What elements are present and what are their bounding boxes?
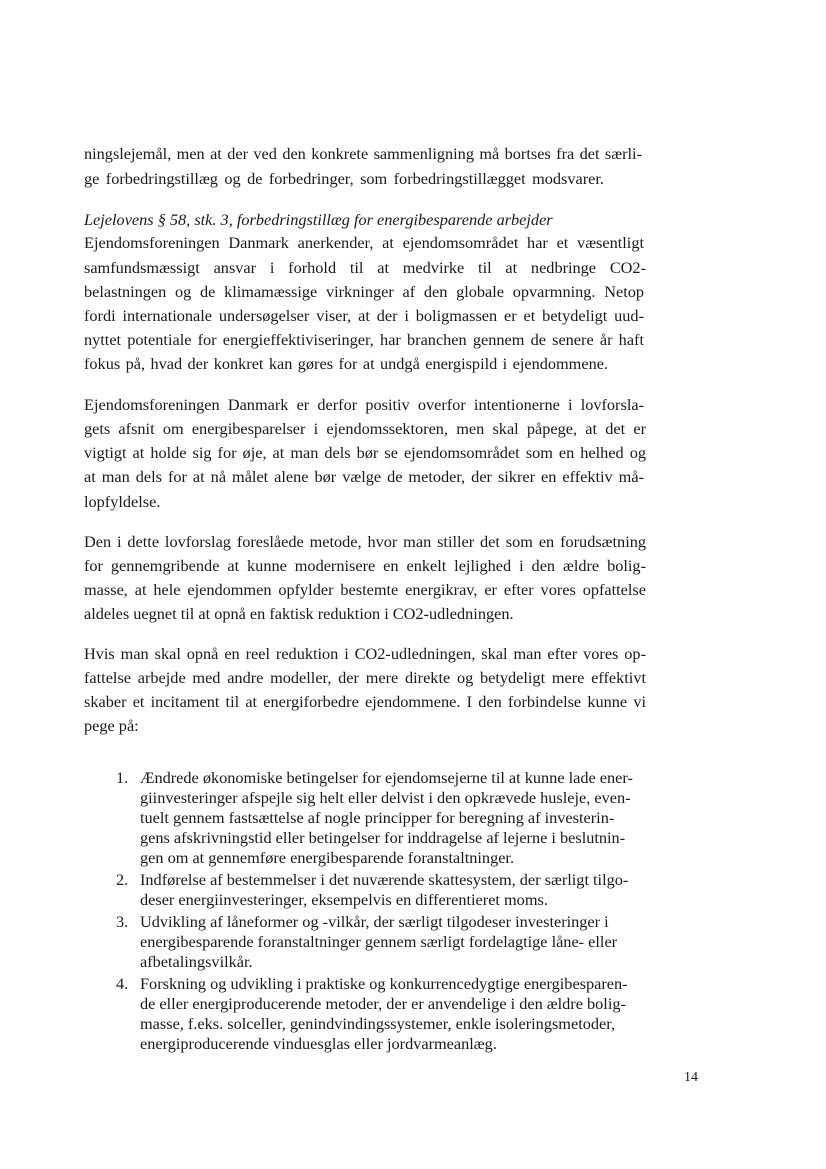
text-line: aldeles uegnet til at opnå en faktisk reduktion i CO2-udledningen. — [84, 604, 514, 623]
page-number: 14 — [684, 1070, 698, 1085]
list-item-number: 1. — [116, 768, 129, 787]
text-line: tuelt gennem fastsættelse af nogle principper for beregning af investerin- — [140, 808, 615, 827]
text-line: Ejendomsforeningen Danmark er derfor positiv overfor intentionerne i lovforsla- — [84, 395, 644, 414]
list-item-number: 3. — [116, 912, 129, 931]
text-line: pege på: — [84, 716, 139, 735]
text-line: belastningen og de klimamæssige virkninger af den globale opvarmning. Netop — [84, 282, 644, 301]
text-span: Ejendomsforeningen Danmark anerkender, at ejendomsområdet har et væsentligt — [84, 233, 644, 252]
text-line: gens afskrivningstid eller betingelser for inddragelse af lejerne i beslutnin- — [140, 828, 626, 847]
text-line: Ændrede økonomiske betingelser for ejendomsejerne til at kunne lade ener- — [140, 768, 633, 787]
text-line: for gennemgribende at kunne modernisere en enkelt lejlighed i den ældre bolig- — [84, 556, 646, 575]
list-item-number: 4. — [116, 974, 129, 993]
section-heading: Lejelovens § 58, stk. 3, forbedringstillæg for energibesparende arbejder — [84, 210, 553, 229]
text-line: gets afsnit om energibesparelser i ejendomssektoren, men skal påpege, at det er — [84, 419, 646, 438]
text-line: Indførelse af bestemmelser i det nuværende skattesystem, der særligt tilgo- — [140, 870, 629, 889]
text-line: Den i dette lovforslag foreslåede metode, hvor man stiller det som en forudsætning — [84, 532, 646, 551]
text-line: samfundsmæssigt ansvar i forhold til at medvirke til at nedbringe CO2- — [84, 258, 646, 277]
text-line: skaber et incitament til at energiforbedre ejendommene. I den forbindelse kunne vi — [84, 692, 646, 711]
text-line: energibesparende foranstaltninger gennem særligt fordelagtige låne- eller — [140, 932, 618, 951]
text-line: Udvikling af låneformer og -vilkår, der særligt tilgodeser investeringer i — [140, 912, 609, 931]
list-item-number: 2. — [116, 870, 129, 889]
text-line: lopfyldelse. — [84, 492, 161, 511]
text-line: Hvis man skal opnå en reel reduktion i CO2-udledningen, skal man efter vores op- — [84, 644, 646, 663]
text-line — [84, 235, 644, 251]
text-line: masse, at hele ejendommen opfylder bestemte energikrav, er efter vores opfattelse — [84, 580, 646, 599]
text-line: fordi internationale undersøgelser viser, at der i boligmassen er et betydeligt uud- — [84, 306, 644, 325]
text-line: energiproducerende vinduesglas eller jordvarmeanlæg. — [140, 1034, 497, 1053]
text-line: gen om at gennemføre energibesparende foranstaltninger. — [140, 848, 515, 867]
text-line: fattelse arbejde med andre modeller, der mere direkte og betydeligt mere effektivt — [84, 668, 646, 687]
text-line: at man dels for at nå målet alene bør vælge de metoder, der sikrer en effektiv må- — [84, 467, 644, 486]
text-line: vigtigt at holde sig for øje, at man dels bør se ejendomsområdet som en helhed og — [84, 443, 646, 462]
text-line: fokus på, hvad der konkret kan gøres for at undgå energispild i ejendommene. — [84, 354, 608, 373]
text-line: giinvesteringer afspejle sig helt eller delvist i den opkrævede husleje, even- — [140, 788, 631, 807]
text-line: afbetalingsvilkår. — [140, 952, 253, 971]
text-line: masse, f.eks. solceller, genindvindingssystemer, enkle isoleringsmetoder, — [140, 1014, 616, 1033]
text-line: ningslejemål, men at der ved den konkrete sammenligning må bortses fra det særli- — [84, 144, 642, 163]
text-line: deser energiinvesteringer, eksempelvis en differentieret moms. — [140, 890, 548, 909]
text-line: nyttet potentiale for energieffektiviseringer, har branchen gennem de senere år haft — [84, 330, 644, 349]
text-line: Forskning og udvikling i praktiske og konkurrencedygtige energibesparen- — [140, 974, 628, 993]
text-line: de eller energiproducerende metoder, der er anvendelige i den ældre bolig- — [140, 994, 626, 1013]
text-line: ge forbedringstillæg og de forbedringer, som forbedringstillægget modsvarer. — [84, 169, 604, 188]
